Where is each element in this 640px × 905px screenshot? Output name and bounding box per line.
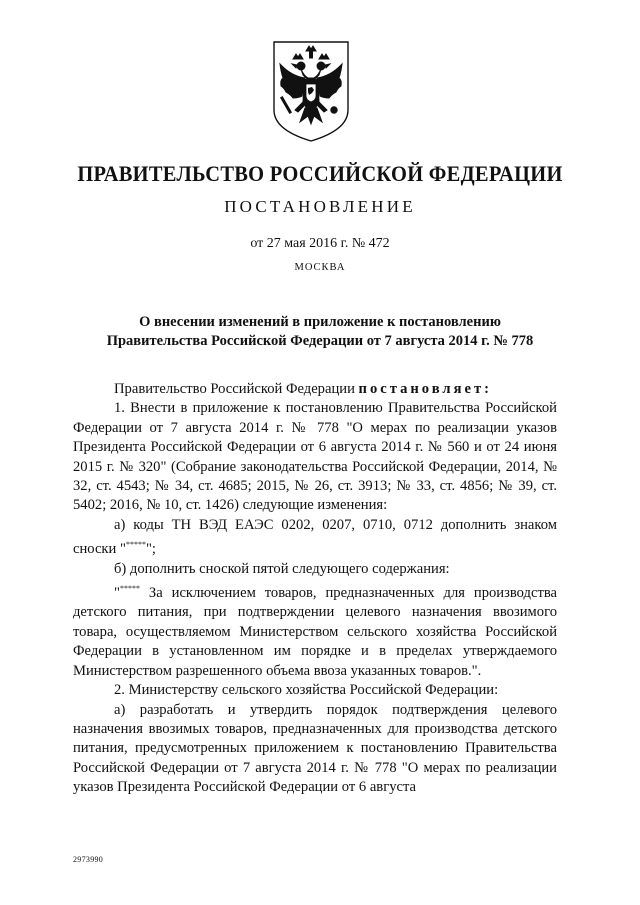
document-type: ПОСТАНОВЛЕНИЕ xyxy=(224,197,416,216)
subject-line-2: Правительства Российской Федерации от 7 августа 2014 г. № 778 xyxy=(106,333,534,349)
footnote-mark: ***** xyxy=(125,540,146,550)
paragraph-1: 1. Внести в приложение к постановлению Правительства Российской Федерации от 7 августа 2014 г. № 778 "О мерах по реализации указов Президента Российской Федерации от 6 августа 2014 г. № 560 и от 24 июня 2015 г. № 320" (Собрание законодательства Российской Федерации, 2014, № 32, ст. 4543; № 34, ст. 4685; 2015, № 26, ст. 3913; № 33, ст. 4856; № 39, ст. 5402; 2016, № 10, ст. 1426) следующие изменения: xyxy=(73,400,557,514)
document-subject xyxy=(0,313,640,351)
paragraph-1b: б) дополнить сноской пятой следующего содержания: xyxy=(114,560,450,577)
footnote-mark-2: ***** xyxy=(119,584,140,594)
subject-line-1: О внесении изменений в приложение к постановлению xyxy=(139,314,501,330)
preamble-text: Правительство Российской Федерации xyxy=(114,381,359,397)
city: МОСКВА xyxy=(294,262,346,273)
footnote-text: За исключением товаров, предназначенных для производства детского питания, при подтверждении целевого назначения ввозимого товара, осуществляемом Министерством сельского хозяйства Российской Федерации в установленном им порядке и в пределах утверждаемого Министерством разрешенного объема ввоза указанных товаров.". xyxy=(73,585,557,679)
paragraph-2a: а) разработать и утвердить порядок подтверждения целевого назначения ввозимых товаров, предназначенных для производства детского питания, предусмотренных приложением к постановлению Правительства Российской Федерации от 7 августа 2014 г. № 778 "О мерах по реализации указов Президента Российской Федерации от 6 августа xyxy=(73,701,557,796)
preamble xyxy=(73,380,557,399)
footnote-text-paragraph xyxy=(73,579,557,681)
paragraph-1a xyxy=(73,516,557,560)
document-body xyxy=(73,380,557,798)
date-and-number: от 27 мая 2016 г. № 472 xyxy=(250,236,390,251)
coat-of-arms-emblem xyxy=(271,40,351,143)
paragraph-2: 2. Министерству сельского хозяйства Российской Федерации: xyxy=(114,682,499,699)
government-title: ПРАВИТЕЛЬСТВО РОССИЙСКОЙ ФЕДЕРАЦИИ xyxy=(77,161,563,186)
paragraph-1a-text: а) коды ТН ВЭД ЕАЭС 0202, 0207, 0710, 0712 дополнить знаком сноски " xyxy=(73,516,557,558)
preamble-emphasis: постановляет: xyxy=(358,381,492,397)
document-number: 2973990 xyxy=(73,855,104,864)
paragraph-1a-end: "; xyxy=(145,541,156,558)
footnote-quote-open: " xyxy=(114,585,120,602)
